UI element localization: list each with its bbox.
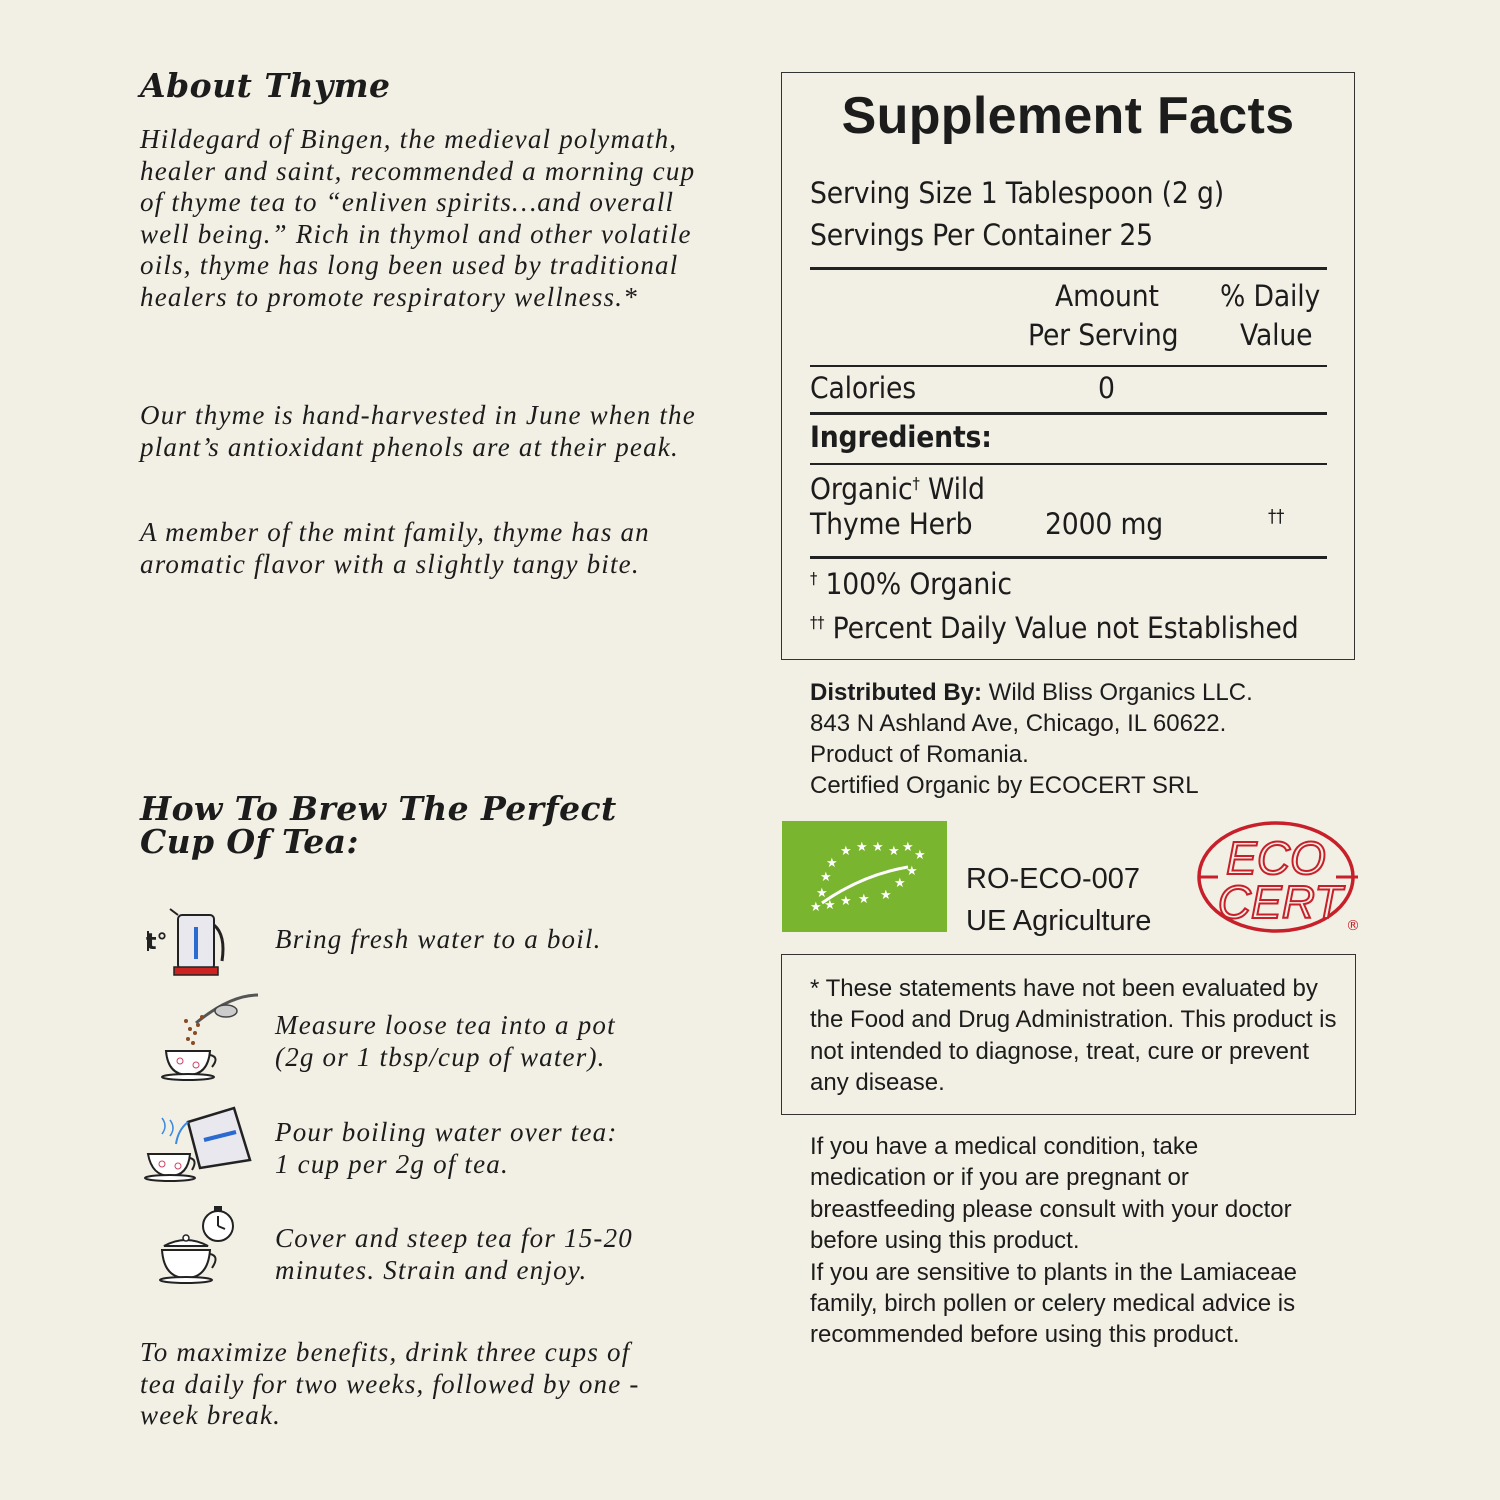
ecocert-line2: CERT xyxy=(1217,876,1343,928)
divider xyxy=(810,556,1327,559)
calories-label: Calories xyxy=(810,371,916,405)
ingredient-name-line2: Thyme Herb xyxy=(810,507,973,541)
footnote-2-text: Percent Daily Value not Established xyxy=(824,611,1299,645)
distributor-label: Distributed By: xyxy=(810,679,983,706)
footnote-1-text: 100% Organic xyxy=(817,567,1012,601)
about-paragraph-3: A member of the mint family, thyme has an aromatic flavor with a slightly tangy bite. xyxy=(140,517,650,579)
cert-code-block xyxy=(966,858,1151,942)
kettle-icon xyxy=(140,905,265,995)
svg-text:★: ★ xyxy=(810,900,822,915)
ingredient-amount: 2000 mg xyxy=(1045,507,1164,541)
brew-title: How To Brew The Perfect Cup Of Tea: xyxy=(140,789,617,861)
brew-step-2 xyxy=(140,993,700,1083)
divider xyxy=(810,267,1327,270)
svg-text:t°: t° xyxy=(146,930,168,955)
svg-text:★: ★ xyxy=(902,840,914,855)
fda-disclaimer: * These statements have not been evaluated by the Food and Drug Administration. This product is not intended to diagnose, treat, cure or prevent any disease. xyxy=(810,975,1337,1097)
ecocert-line1: ECO xyxy=(1226,832,1326,884)
divider xyxy=(810,365,1327,367)
brew-step-text: Bring fresh water to a boil. xyxy=(275,924,602,954)
pour-kettle-icon xyxy=(140,1100,265,1190)
about-paragraph-2: Our thyme is hand-harvested in June when the plant’s antioxidant phenols are at their peak. xyxy=(140,400,696,462)
distributor-line xyxy=(810,677,1253,708)
ingredient-name-line1 xyxy=(810,472,985,506)
cert-agriculture: UE Agriculture xyxy=(966,905,1152,937)
col-dv-2: Value xyxy=(1240,318,1313,352)
double-dagger-mark: †† xyxy=(810,612,825,632)
eu-organic-leaf-logo xyxy=(782,821,947,932)
divider xyxy=(810,412,1327,415)
ingredient-organic: Organic xyxy=(810,472,913,506)
brew-step-text: Cover and steep tea for 15-20 minutes. Strain and enjoy. xyxy=(275,1223,633,1285)
svg-text:★: ★ xyxy=(840,894,852,909)
dagger-mark: † xyxy=(810,568,818,588)
svg-text:★: ★ xyxy=(888,844,900,859)
about-title: About Thyme xyxy=(140,66,391,105)
svg-text:★: ★ xyxy=(914,848,926,863)
svg-text:★: ★ xyxy=(906,864,918,879)
serving-size: Serving Size 1 Tablespoon (2 g) xyxy=(810,176,1224,210)
facts-title: Supplement Facts xyxy=(841,87,1295,145)
distributor-address: 843 N Ashland Ave, Chicago, IL 60622. xyxy=(810,710,1227,737)
svg-text:★: ★ xyxy=(872,840,884,855)
brew-footer: To maximize benefits, drink three cups of tea daily for two weeks, followed by one -week break. xyxy=(140,1337,640,1431)
ecocert-registered: ® xyxy=(1346,918,1360,934)
col-amount-1: Amount xyxy=(1055,279,1159,313)
ingredient-wild: Wild xyxy=(919,472,985,506)
svg-text:★: ★ xyxy=(840,844,852,859)
timer-cup-icon xyxy=(140,1204,265,1294)
svg-text:★: ★ xyxy=(894,876,906,891)
ingredient-dv: †† xyxy=(1268,506,1285,527)
brew-step-4 xyxy=(140,1204,700,1294)
svg-text:★: ★ xyxy=(824,898,836,913)
ecocert-logo xyxy=(1196,820,1361,936)
svg-text:★: ★ xyxy=(826,856,838,871)
product-origin: Product of Romania. xyxy=(810,741,1029,768)
medical-warning: If you have a medical condition, take medication or if you are pregnant or breastfeeding please consult with your doctor before using this product. If you are sensitive to plants in the Lamiaceae family, birch pollen or celery medical advice is recommended before using this product. xyxy=(810,1133,1297,1349)
svg-text:★: ★ xyxy=(856,840,868,855)
ingredients-label: Ingredients: xyxy=(810,420,992,454)
brew-step-3 xyxy=(140,1100,700,1190)
spoon-cup-icon xyxy=(140,993,265,1083)
servings-per-container: Servings Per Container 25 xyxy=(810,218,1153,252)
col-amount-2: Per Serving xyxy=(1028,318,1179,352)
brew-step-1 xyxy=(140,905,700,995)
brew-step-text: Pour boiling water over tea: 1 cup per 2g of tea. xyxy=(275,1117,618,1179)
calories-value: 0 xyxy=(1098,371,1115,405)
footnote-2 xyxy=(810,611,1298,645)
divider xyxy=(810,463,1327,465)
cert-code: RO-ECO-007 xyxy=(966,863,1141,895)
certified-by: Certified Organic by ECOCERT SRL xyxy=(810,772,1199,799)
svg-text:★: ★ xyxy=(816,886,828,901)
distributor-name: Wild Bliss Organics LLC. xyxy=(982,679,1253,706)
dagger-mark: † xyxy=(912,473,920,493)
svg-text:★: ★ xyxy=(820,870,832,885)
svg-text:★: ★ xyxy=(858,892,870,907)
about-paragraph-1: Hildegard of Bingen, the medieval polymath, healer and saint, recommended a morning cup of thyme tea to “enliven spirits…and overall well being.” Rich in thymol and other volatile oils, thyme has long been used by traditional healers to promote respiratory wellness.* xyxy=(140,124,696,312)
footnote-1 xyxy=(810,567,1012,601)
col-dv-1: % Daily xyxy=(1220,279,1321,313)
svg-text:★: ★ xyxy=(880,888,892,903)
brew-step-text: Measure loose tea into a pot (2g or 1 tbsp/cup of water). xyxy=(275,1010,616,1072)
